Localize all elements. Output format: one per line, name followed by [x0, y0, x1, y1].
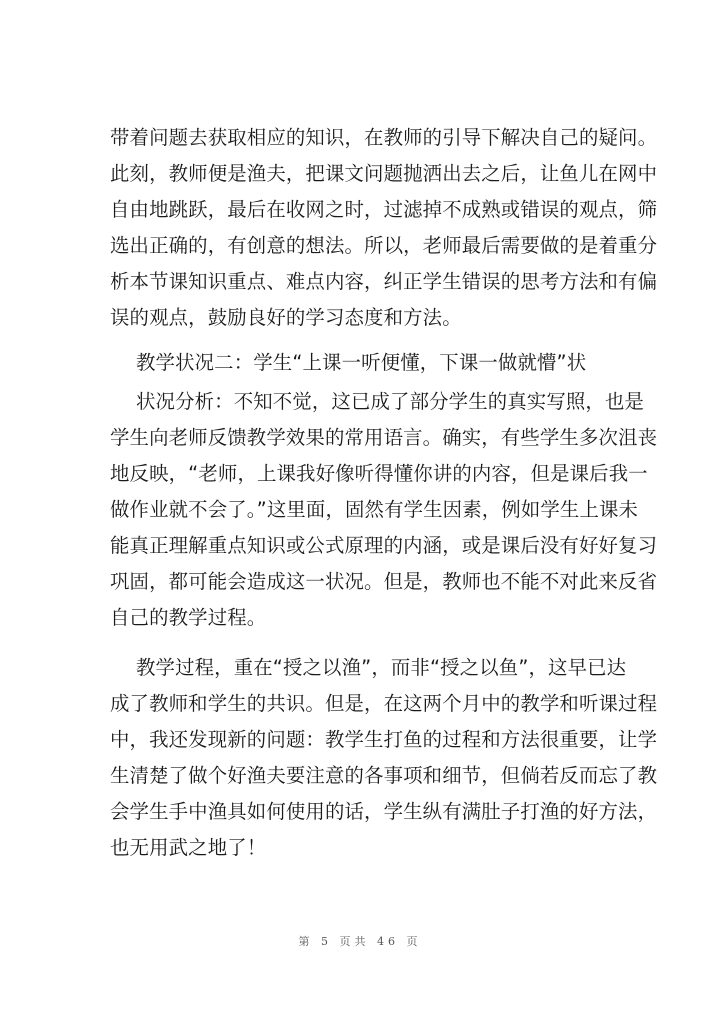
page-label-prefix: 第: [298, 935, 314, 948]
text-line: 自己的教学过程。: [110, 606, 267, 629]
text-line: 中，我还发现新的问题：教学生打鱼的过程和方法很重要，让学: [110, 728, 658, 751]
page-number: 5: [321, 935, 332, 948]
page-footer: [0, 933, 720, 949]
text-line: 做作业就不会了。”这里面，固然有学生因素，例如学生上课未: [110, 498, 639, 521]
text-line: 巩固，都可能会造成这一状况。但是，教师也不能不对此来反省: [110, 570, 658, 593]
text-line: 状况分析：不知不觉，这已成了部分学生的真实写照，也是: [136, 390, 645, 413]
text-line: 析本节课知识重点、难点内容，纠正学生错误的思考方法和有偏: [110, 270, 658, 293]
text-line: 也无用武之地了！: [110, 836, 267, 859]
section-heading: 教学状况二：学生“上课一听便懂，下课一做就懵”状: [136, 351, 587, 374]
text-line: 能真正理解重点知识或公式原理的内涵，或是课后没有好好复习: [110, 534, 658, 557]
text-line: 此刻，教师便是渔夫，把课文问题抛洒出去之后，让鱼儿在网中: [110, 162, 658, 185]
text-line: 教学过程，重在“授之以渔”，而非“授之以鱼”，这早已达: [136, 656, 627, 679]
text-line: 误的观点，鼓励良好的学习态度和方法。: [110, 306, 462, 329]
text-line: 学生向老师反馈教学效果的常用语言。确实，有些学生多次沮丧: [110, 426, 658, 449]
text-line: 成了教师和学生的共识。但是，在这两个月中的教学和听课过程: [110, 692, 658, 715]
page-label-mid: 页共: [339, 935, 370, 948]
text-line: 自由地跳跃，最后在收网之时，过滤掉不成熟或错误的观点，筛: [110, 198, 658, 221]
text-line: 会学生手中渔具如何使用的话，学生纵有满肚子打渔的好方法，: [110, 800, 658, 823]
text-line: 生清楚了做个好渔夫要注意的各事项和细节，但倘若反而忘了教: [110, 764, 658, 787]
total-pages: 46: [377, 935, 399, 948]
page-label-suffix: 页: [406, 935, 422, 948]
text-line: 选出正确的，有创意的想法。所以，老师最后需要做的是着重分: [110, 234, 658, 257]
text-line: 地反映，“老师，上课我好像听得懂你讲的内容，但是课后我一: [110, 462, 648, 485]
text-line: 带着问题去获取相应的知识，在教师的引导下解决自己的疑问。: [110, 126, 658, 149]
